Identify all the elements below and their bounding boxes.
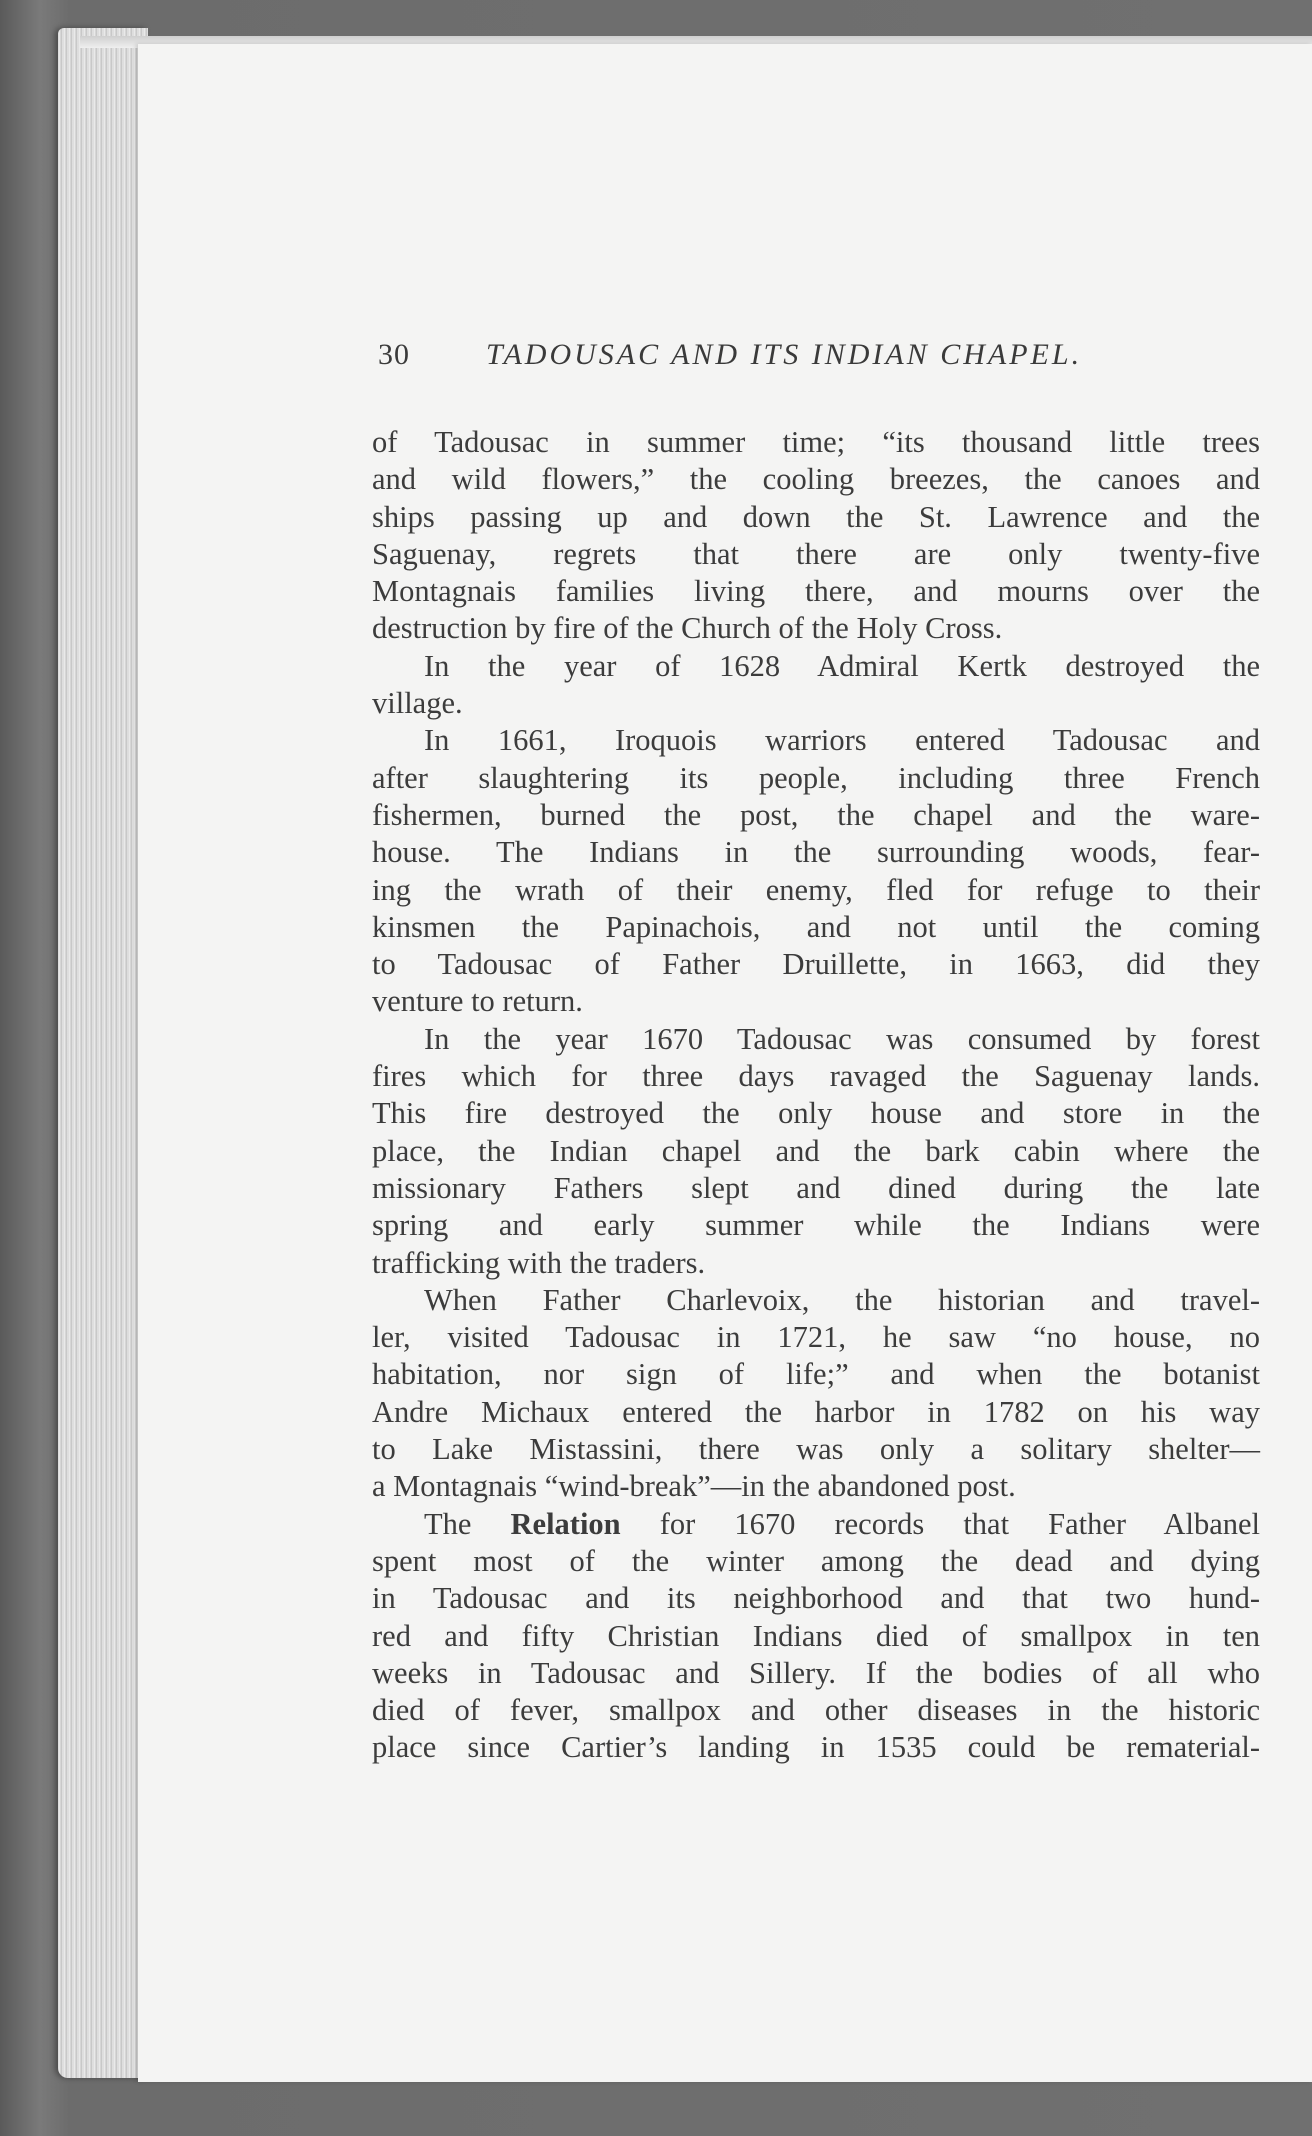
text-fragment: for 1670 records that Father Albanel [620,1506,1261,1541]
text-line: habitation, nor sign of life;” and when the botanist [372,1357,1260,1392]
text-line: village. [372,686,463,721]
text-line: In 1661, Iroquois warriors entered Tadousac and [424,723,1260,758]
text-line: of Tadousac in summer time; “its thousand little trees [372,425,1260,459]
text-line: died of fever, smallpox and other diseases in the historic [372,1693,1260,1728]
text-line: fires which for three days ravaged the Saguenay lands. [372,1059,1260,1094]
text-line: When Father Charlevoix, the historian and travel- [424,1282,1260,1317]
text-line: Andre Michaux entered the harbor in 1782 on his way [372,1394,1260,1429]
paragraph-5 [372,1282,1260,1506]
bold-word-relation: Relation [510,1506,621,1541]
text-line: and wild flowers,” the cooling breezes, the canoes and [372,462,1260,497]
text-line: place, the Indian chapel and the bark cabin where the [372,1133,1260,1168]
text-line: missionary Fathers slept and dined during the late [372,1170,1260,1205]
text-line: destruction by fire of the Church of the Holy Cross. [372,611,1003,646]
text-line: venture to return. [372,984,583,1019]
page-edge-stack [58,28,148,2078]
text-line: fishermen, burned the post, the chapel and the ware- [372,797,1260,832]
page-number: 30 [378,338,410,371]
paragraph-1 [372,424,1260,648]
text-line: to Tadousac of Father Druillette, in 1663, did they [372,947,1260,982]
text-line: kinsmen the Papinachois, and not until the coming [372,909,1260,944]
text-line: In the year 1670 Tadousac was consumed by forest [424,1021,1260,1056]
paragraph-6 [372,1506,1260,1767]
text-line: to Lake Mistassini, there was only a solitary shelter— [372,1432,1260,1467]
text-line-with-bold [372,1506,1260,1543]
paragraph-4 [372,1021,1260,1282]
text-line: Montagnais families living there, and mourns over the [372,574,1260,609]
paragraph-2 [372,648,1260,723]
text-line: after slaughtering its people, including three French [372,760,1260,795]
text-line: spring and early summer while the Indians were [372,1208,1260,1243]
text-line: a Montagnais “wind-break”—in the abandoned post. [372,1469,1016,1504]
text-line: trafficking with the traders. [372,1245,706,1280]
running-title: TADOUSAC AND ITS INDIAN CHAPEL. [486,338,1083,371]
text-line: weeks in Tadousac and Sillery. If the bodies of all who [372,1655,1260,1690]
text-line: house. The Indians in the surrounding woods, fear- [372,835,1260,870]
text-line: ler, visited Tadousac in 1721, he saw “no house, no [372,1320,1260,1355]
text-line: red and fifty Christian Indians died of smallpox in ten [372,1618,1260,1653]
text-line: In the year of 1628 Admiral Kertk destroyed the [424,648,1260,683]
paragraph-3 [372,722,1260,1020]
text-line: in Tadousac and its neighborhood and that two hund- [372,1581,1260,1616]
text-line: Saguenay, regrets that there are only twenty-five [372,536,1260,571]
text-line: This fire destroyed the only house and store in the [372,1096,1260,1131]
text-line: spent most of the winter among the dead and dying [372,1543,1260,1578]
text-line: ships passing up and down the St. Lawrence and the [372,499,1260,534]
text-line: place since Cartier’s landing in 1535 could be rematerial- [372,1730,1260,1765]
text-fragment: The [424,1506,511,1541]
body-text [372,424,1260,1767]
text-line: ing the wrath of their enemy, fled for refuge to their [372,872,1260,907]
page-header [378,338,1258,378]
